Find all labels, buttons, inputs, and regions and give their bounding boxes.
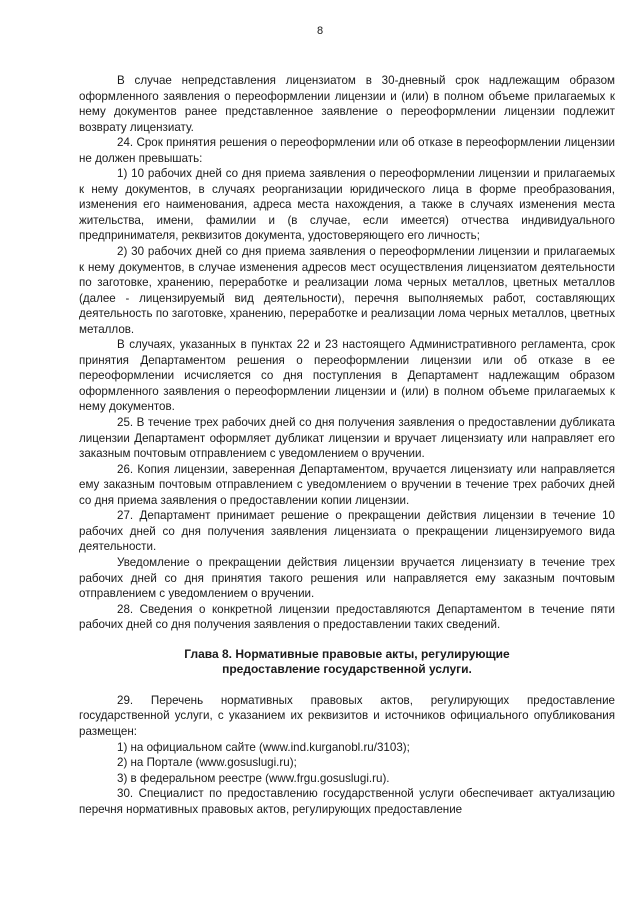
document-body bbox=[79, 73, 615, 817]
paragraph-25-duplicate: 25. В течение трех рабочих дней со дня получения заявления о предоставлении дубликата лицензии Департамент оформляет дубликат лицензии и вручает лицензиату или направляет его заказным почтовым отправлением с уведомлением о вручении. bbox=[79, 416, 615, 461]
chapter-heading bbox=[79, 633, 615, 693]
paragraph-24-item-1: 1) 10 рабочих дней со дня приема заявления о переоформлении лицензии и прилагаемых к нему документов, в случаях реорганизации юридического лица в форме преобразования, изменения его наименования, адреса места нахождения, а также в случаях изменения места жительства, имени, фамилии и (в случае, если имеется) отчества индивидуального предпринимателя, реквизитов документа, удостоверяющего его личность; bbox=[79, 167, 615, 243]
paragraph-termination-notice: Уведомление о прекращении действия лицензии вручается лицензиату в течение трех рабочих дней со дня принятия такого решения или направляется ему заказным почтовым отправлением с уведомлением о вручении. bbox=[79, 555, 615, 601]
chapter-heading-line-1: Глава 8. Нормативные правовые акты, регулирующие bbox=[184, 646, 510, 661]
paragraph-29-item-1: 1) на официальном сайте (www.ind.kurganobl.ru/3103); bbox=[117, 740, 410, 754]
page-number: 8 bbox=[316, 25, 324, 37]
paragraph-late-submission: В случае непредставления лицензиатом в 30-дневный срок надлежащим образом оформленного заявления о переоформлении лицензии и (или) в полном объеме прилагаемых к нему документов ранее представленное заявление о переоформлении лицензии подлежит возврату лицензиату. bbox=[79, 74, 615, 134]
paragraph-28-license-info: 28. Сведения о конкретной лицензии предоставляются Департаментом в течение пяти рабочих дней со дня получения заявления о предоставлении таких сведений. bbox=[79, 602, 615, 632]
paragraph-29-item-3: 3) в федеральном реестре (www.frgu.gosuslugi.ru). bbox=[117, 771, 390, 785]
paragraph-29-legal-acts: 29. Перечень нормативных правовых актов, регулирующих предоставление государственной услуги, с указанием их реквизитов и источников официального опубликования размещен: bbox=[79, 693, 615, 738]
paragraph-24-reissue-deadline: 24. Срок принятия решения о переоформлении или об отказе в переоформлении лицензии не должен превышать: bbox=[79, 136, 615, 165]
paragraph-26-copy: 26. Копия лицензии, заверенная Департаментом, вручается лицензиату или направляется ему заказным почтовым отправлением с уведомлением о вручении в течение трех рабочих дней со дня приема заявления о предоставлении копии лицензии. bbox=[79, 462, 615, 507]
paragraph-27-termination: 27. Департамент принимает решение о прекращении действия лицензии в течение 10 рабочих дней со дня получения заявления лицензиата о прекращении лицензируемого вида деятельности. bbox=[79, 509, 615, 554]
paragraph-24-item-2: 2) 30 рабочих дней со дня приема заявления о переоформлении лицензии и прилагаемых к нему документов, в случае изменения адресов мест осуществления лицензиатом деятельности по заготовке, хранению, переработке и реализации лома черных металлов, цветных металлов (далее - лицензируемый вид деятельности), перечня выполняемых работ, составляющих деятельность по заготовке, хранению, переработке и реализации лома черных металлов, цветных металлов. bbox=[79, 245, 615, 336]
paragraph-deadline-calculation: В случаях, указанных в пунктах 22 и 23 настоящего Административного регламента, срок принятия Департаментом решения о переоформлении лицензии или об отказе в ее переоформлении исчисляется со дня поступления в Департамент надлежащим образом оформленного заявления о переоформлении лицензии и (или) в полном объеме прилагаемых к нему документов. bbox=[79, 338, 615, 414]
paragraph-30-specialist: 30. Специалист по предоставлению государственной услуги обеспечивает актуализацию перечня нормативных правовых актов, регулирующих предоставление bbox=[79, 787, 615, 816]
chapter-heading-line-2: предоставление государственной услуги. bbox=[222, 662, 472, 677]
paragraph-29-item-2: 2) на Портале (www.gosuslugi.ru); bbox=[117, 756, 297, 770]
